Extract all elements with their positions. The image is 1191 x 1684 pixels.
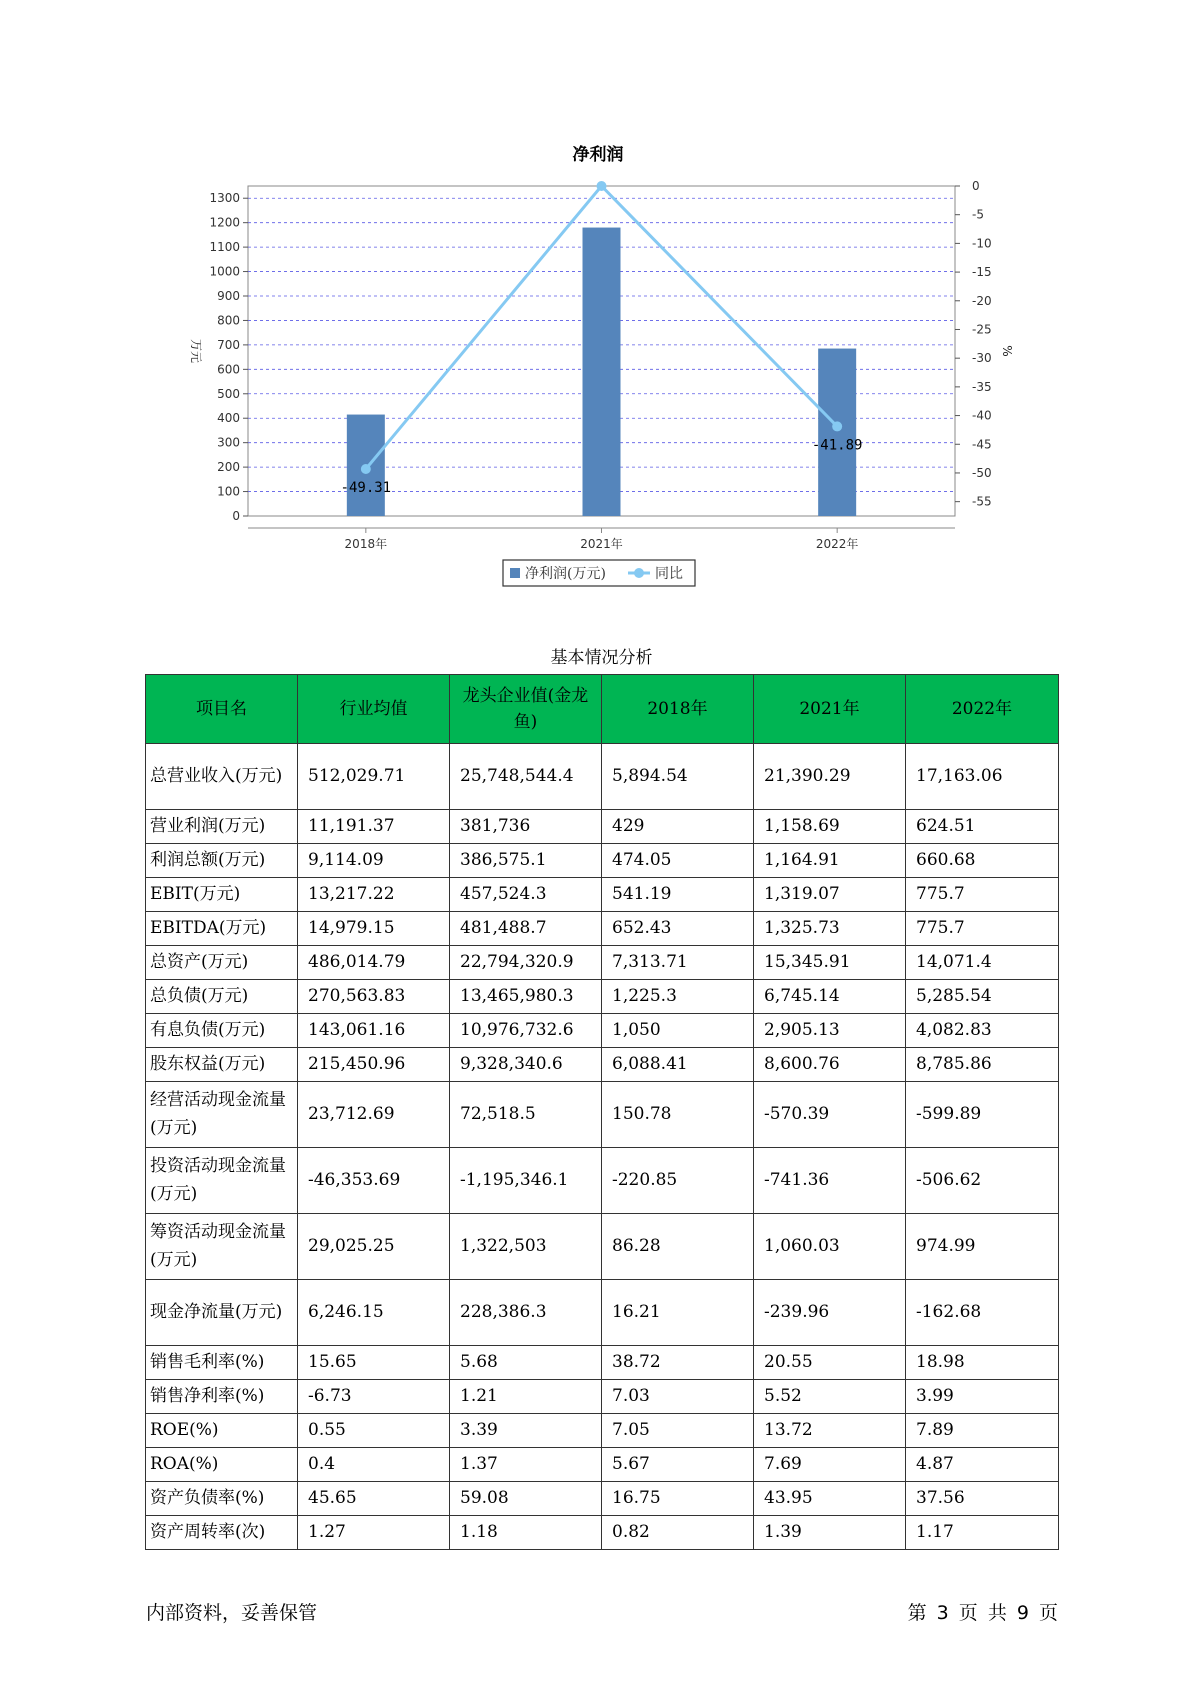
value-cell: 20.55 [754,1346,906,1380]
row-label-cell: EBITDA(万元) [146,912,298,946]
yoy-point [832,421,842,431]
value-cell: 1,319.07 [754,878,906,912]
table-row [146,980,1059,1014]
value-cell: 1,325.73 [754,912,906,946]
value-cell: 1.18 [450,1516,602,1550]
value-cell: 11,191.37 [298,810,450,844]
value-cell: 5,894.54 [602,744,754,810]
yoy-data-label: -49.31 [340,479,392,496]
row-label-cell: 营业利润(万元) [146,810,298,844]
yoy-data-label: -41.89 [811,437,863,454]
y-tick-label: 300 [217,435,240,450]
value-cell: 7.05 [602,1414,754,1448]
y-tick-label: 100 [217,484,240,499]
legend-net-profit-label: 净利润(万元) [525,566,606,582]
table-header-row [146,675,1059,744]
header-industry-average: 行业均值 [298,675,450,744]
row-label-cell: 总资产(万元) [146,946,298,980]
table-row [146,1280,1059,1346]
y2-tick-label: -25 [972,322,992,337]
value-cell: 38.72 [602,1346,754,1380]
value-cell: 1.39 [754,1516,906,1550]
value-cell: 1,050 [602,1014,754,1048]
value-cell: 9,328,340.6 [450,1048,602,1082]
value-cell: 215,450.96 [298,1048,450,1082]
value-cell: 2,905.13 [754,1014,906,1048]
row-label-cell: 投资活动现金流量(万元) [146,1148,298,1214]
table-row [146,810,1059,844]
row-label-cell: 销售毛利率(%) [146,1346,298,1380]
row-label-cell: 现金净流量(万元) [146,1280,298,1346]
value-cell: 1.21 [450,1380,602,1414]
value-cell: 8,785.86 [906,1048,1059,1082]
y2-tick-label: -30 [972,351,992,366]
table-row [146,1082,1059,1148]
value-cell: 1,322,503 [450,1214,602,1280]
row-label-cell: ROA(%) [146,1448,298,1482]
value-cell: 5.52 [754,1380,906,1414]
value-cell: 0.55 [298,1414,450,1448]
value-cell: -506.62 [906,1148,1059,1214]
legend-yoy-label: 同比 [655,566,683,582]
value-cell: 775.7 [906,912,1059,946]
y-tick-label: 1200 [209,215,240,230]
value-cell: 6,246.15 [298,1280,450,1346]
value-cell: 0.82 [602,1516,754,1550]
value-cell: 13,465,980.3 [450,980,602,1014]
table-row [146,744,1059,810]
value-cell: 386,575.1 [450,844,602,878]
value-cell: 486,014.79 [298,946,450,980]
header-2021: 2021年 [754,675,906,744]
row-label-cell: 总负债(万元) [146,980,298,1014]
header-item-name: 项目名 [146,675,298,744]
y2-tick-label: -35 [972,379,992,394]
value-cell: 59.08 [450,1482,602,1516]
value-cell: 660.68 [906,844,1059,878]
value-cell: 5.67 [602,1448,754,1482]
y-tick-label: 1000 [209,264,240,279]
chart-svg [0,0,1191,600]
table-row [146,1346,1059,1380]
value-cell: 17,163.06 [906,744,1059,810]
value-cell: -570.39 [754,1082,906,1148]
value-cell: 1.27 [298,1516,450,1550]
value-cell: 652.43 [602,912,754,946]
value-cell: 1,060.03 [754,1214,906,1280]
chart-title: 净利润 [572,145,624,165]
value-cell: 381,736 [450,810,602,844]
value-cell: 45.65 [298,1482,450,1516]
value-cell: -239.96 [754,1280,906,1346]
value-cell: -162.68 [906,1280,1059,1346]
basic-analysis-table [145,674,1059,1550]
y-tick-label: 600 [217,362,240,377]
value-cell: 72,518.5 [450,1082,602,1148]
value-cell: 15,345.91 [754,946,906,980]
y-tick-label: 700 [217,337,240,352]
value-cell: 43.95 [754,1482,906,1516]
footer-confidential-note: 内部资料，妥善保管 [146,1602,318,1624]
value-cell: 23,712.69 [298,1082,450,1148]
table-row [146,1414,1059,1448]
header-2022: 2022年 [906,675,1059,744]
yoy-point [361,464,371,474]
y2-tick-label: 0 [972,179,980,193]
value-cell: 7.69 [754,1448,906,1482]
row-label-cell: 股东权益(万元) [146,1048,298,1082]
value-cell: 7,313.71 [602,946,754,980]
y2-tick-label: -50 [972,465,992,480]
y-tick-label: 1300 [209,191,240,206]
table-row [146,1014,1059,1048]
row-label-cell: 销售净利率(%) [146,1380,298,1414]
value-cell: 5.68 [450,1346,602,1380]
y-tick-label: 200 [217,460,240,475]
x-tick-label: 2018年 [344,537,388,551]
value-cell: 0.4 [298,1448,450,1482]
value-cell: 1,164.91 [754,844,906,878]
table-row [146,1482,1059,1516]
value-cell: -6.73 [298,1380,450,1414]
table-row [146,1148,1059,1214]
value-cell: 18.98 [906,1346,1059,1380]
y2-axis-label: % [1000,345,1014,357]
y-tick-label: 500 [217,386,240,401]
value-cell: 974.99 [906,1214,1059,1280]
x-tick-label: 2021年 [580,537,623,551]
value-cell: 9,114.09 [298,844,450,878]
y-tick-label: 800 [217,313,240,328]
value-cell: 1,225.3 [602,980,754,1014]
y2-tick-label: -10 [972,236,992,251]
value-cell: 1.17 [906,1516,1059,1550]
value-cell: 8,600.76 [754,1048,906,1082]
y-axis-label: 万元 [189,338,203,364]
row-label-cell: 经营活动现金流量(万元) [146,1082,298,1148]
row-label-cell: 有息负债(万元) [146,1014,298,1048]
value-cell: -741.36 [754,1148,906,1214]
table-row [146,1214,1059,1280]
value-cell: 3.99 [906,1380,1059,1414]
footer-page-number: 第 3 页 共 9 页 [907,1602,1058,1624]
table-row [146,878,1059,912]
value-cell: 143,061.16 [298,1014,450,1048]
value-cell: -599.89 [906,1082,1059,1148]
row-label-cell: EBIT(万元) [146,878,298,912]
header-2018: 2018年 [602,675,754,744]
row-label-cell: 资产负债率(%) [146,1482,298,1516]
bar-net-profit [583,228,621,516]
value-cell: 457,524.3 [450,878,602,912]
table-row [146,912,1059,946]
legend-bar-swatch [510,568,520,578]
value-cell: 228,386.3 [450,1280,602,1346]
value-cell: 22,794,320.9 [450,946,602,980]
y-tick-label: 900 [217,289,240,303]
value-cell: 10,976,732.6 [450,1014,602,1048]
value-cell: 16.21 [602,1280,754,1346]
row-label-cell: ROE(%) [146,1414,298,1448]
y2-tick-label: -55 [972,494,992,509]
header-leader-value: 龙头企业值(金龙鱼) [450,675,602,744]
table-row [146,946,1059,980]
table-row [146,1448,1059,1482]
y2-tick-label: -20 [972,293,992,308]
y2-tick-label: -45 [972,437,992,452]
value-cell: 86.28 [602,1214,754,1280]
value-cell: 4,082.83 [906,1014,1059,1048]
value-cell: 5,285.54 [906,980,1059,1014]
value-cell: 13.72 [754,1414,906,1448]
row-label-cell: 筹资活动现金流量(万元) [146,1214,298,1280]
table-row [146,1516,1059,1550]
value-cell: 25,748,544.4 [450,744,602,810]
value-cell: 429 [602,810,754,844]
value-cell: 37.56 [906,1482,1059,1516]
value-cell: 21,390.29 [754,744,906,810]
y2-tick-label: -15 [972,265,992,280]
value-cell: 512,029.71 [298,744,450,810]
net-profit-chart [0,0,1191,600]
value-cell: 270,563.83 [298,980,450,1014]
value-cell: -220.85 [602,1148,754,1214]
value-cell: 775.7 [906,878,1059,912]
y-tick-label: 1100 [209,240,240,255]
x-tick-label: 2022年 [815,537,859,551]
value-cell: 14,979.15 [298,912,450,946]
table-row [146,844,1059,878]
value-cell: 7.03 [602,1380,754,1414]
value-cell: 4.87 [906,1448,1059,1482]
value-cell: 6,745.14 [754,980,906,1014]
value-cell: 14,071.4 [906,946,1059,980]
y-tick-label: 0 [232,509,240,523]
value-cell: 474.05 [602,844,754,878]
legend-line-marker [634,568,644,578]
value-cell: 13,217.22 [298,878,450,912]
table-row [146,1048,1059,1082]
table-row [146,1380,1059,1414]
value-cell: 1.37 [450,1448,602,1482]
value-cell: -1,195,346.1 [450,1148,602,1214]
value-cell: -46,353.69 [298,1148,450,1214]
yoy-point [597,181,607,191]
y2-tick-label: -5 [972,207,984,222]
bar-net-profit [818,349,856,516]
value-cell: 1,158.69 [754,810,906,844]
table-caption: 基本情况分析 [550,648,653,668]
value-cell: 624.51 [906,810,1059,844]
row-label-cell: 资产周转率(次) [146,1516,298,1550]
value-cell: 29,025.25 [298,1214,450,1280]
value-cell: 150.78 [602,1082,754,1148]
value-cell: 541.19 [602,878,754,912]
value-cell: 15.65 [298,1346,450,1380]
y-tick-label: 400 [217,411,240,426]
value-cell: 3.39 [450,1414,602,1448]
row-label-cell: 利润总额(万元) [146,844,298,878]
row-label-cell: 总营业收入(万元) [146,744,298,810]
value-cell: 7.89 [906,1414,1059,1448]
value-cell: 6,088.41 [602,1048,754,1082]
value-cell: 481,488.7 [450,912,602,946]
value-cell: 16.75 [602,1482,754,1516]
y2-tick-label: -40 [972,408,992,423]
